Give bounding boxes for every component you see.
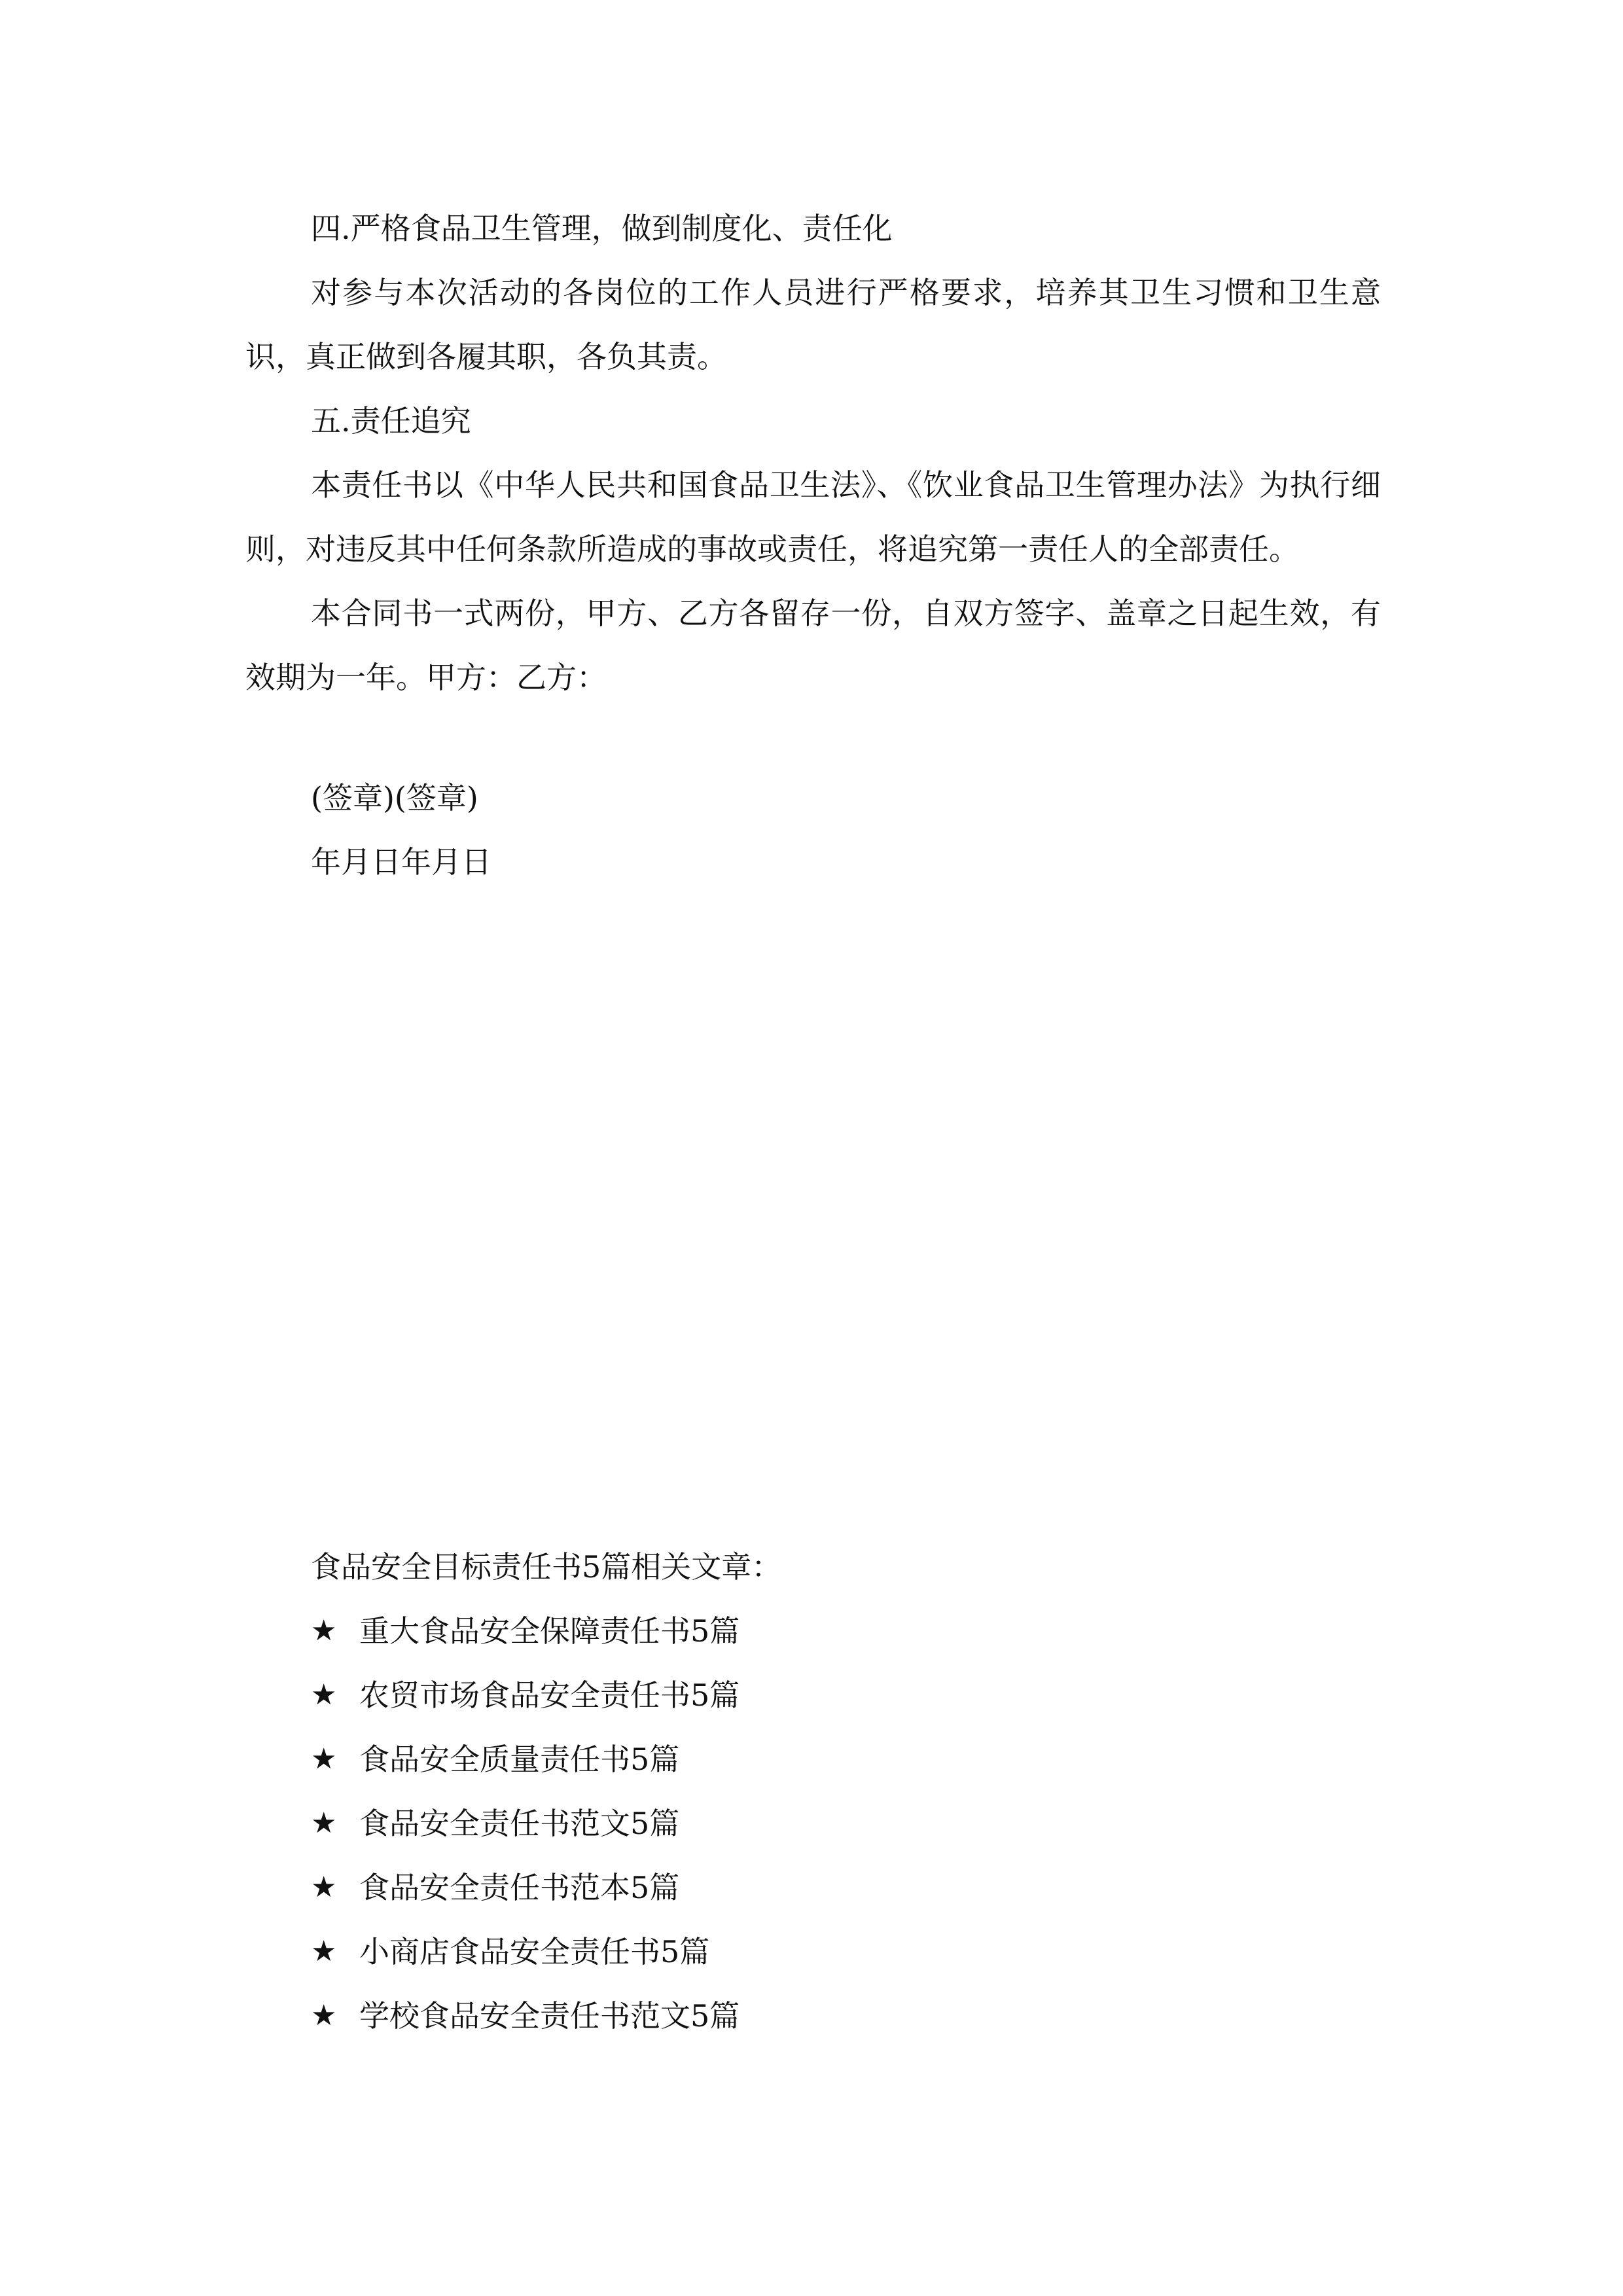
contract-validity-paragraph: 本合同书一式两份，甲方、乙方各留存一份，自双方签字、盖章之日起生效，有效期为一年。甲方：乙方： <box>245 596 1381 695</box>
related-article-link[interactable]: 食品安全质量责任书5篇 <box>359 1742 680 1777</box>
related-article-link[interactable]: 学校食品安全责任书范文5篇 <box>359 1998 740 2034</box>
section-heading-5: 五.责任追究 <box>311 403 471 439</box>
related-article-link[interactable]: 食品安全责任书范文5篇 <box>359 1806 680 1841</box>
related-articles <box>311 1535 1358 2048</box>
document-body <box>245 196 1381 709</box>
star-icon: ★ <box>311 1678 337 1712</box>
related-article-link[interactable]: 食品安全责任书范本5篇 <box>359 1870 680 1905</box>
related-article-link[interactable]: 小商店食品安全责任书5篇 <box>359 1934 710 1969</box>
related-articles-title: 食品安全目标责任书5篇相关文章： <box>311 1549 782 1585</box>
related-article-item[interactable] <box>311 1599 1358 1663</box>
section-4-paragraph: 对参与本次活动的各岗位的工作人员进行严格要求，培养其卫生习惯和卫生意识，真正做到各履其职，各负其责。 <box>245 275 1381 374</box>
related-article-item[interactable] <box>311 1920 1358 1984</box>
related-article-item[interactable] <box>311 1984 1358 2048</box>
star-icon: ★ <box>311 1999 337 2032</box>
date-line: 年月日年月日 <box>311 844 491 880</box>
related-articles-list <box>311 1599 1358 2048</box>
seal-line: (签章)(签章) <box>311 780 478 816</box>
star-icon: ★ <box>311 1871 337 1904</box>
related-article-item[interactable] <box>311 1791 1358 1856</box>
related-article-link[interactable]: 重大食品安全保障责任书5篇 <box>359 1613 740 1649</box>
related-article-item[interactable] <box>311 1663 1358 1727</box>
related-article-link[interactable]: 农贸市场食品安全责任书5篇 <box>359 1677 740 1713</box>
star-icon: ★ <box>311 1742 337 1776</box>
related-article-item[interactable] <box>311 1727 1358 1791</box>
section-5-paragraph: 本责任书以《中华人民共和国食品卫生法》、《饮业食品卫生管理办法》为执行细则，对违反其中任何条款所造成的事故或责任，将追究第一责任人的全部责任。 <box>245 467 1381 567</box>
star-icon: ★ <box>311 1806 337 1840</box>
signature-block <box>245 766 491 894</box>
star-icon: ★ <box>311 1935 337 1968</box>
section-heading-4: 四.严格食品卫生管理，做到制度化、责任化 <box>311 211 893 246</box>
related-article-item[interactable] <box>311 1856 1358 1920</box>
star-icon: ★ <box>311 1614 337 1647</box>
